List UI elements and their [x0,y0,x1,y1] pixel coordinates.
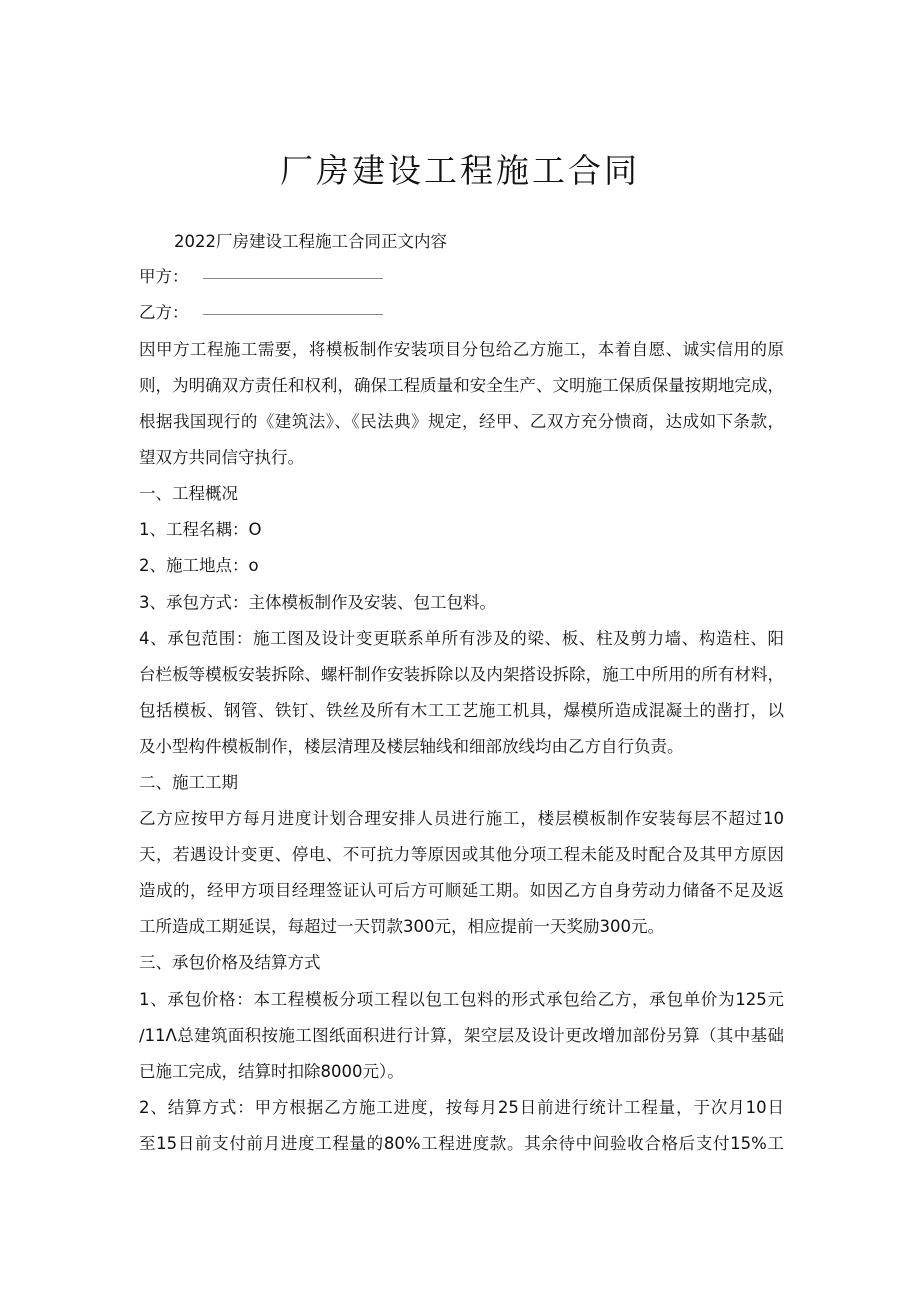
schedule-line: 乙方应按甲方每月进度计划合理安排人员进行施工，楼层模板制作安装每层不超过10 [139,809,784,828]
party-a-blank [203,277,383,279]
intro-line: 望双方共同信守执行。 [139,448,304,467]
intro-line: 因甲方工程施工需要，将模板制作安装项目分包给乙方施工，本着自愿、诚实信用的原 [139,340,784,359]
party-a-line [139,263,784,291]
party-a-label: 甲方： [139,267,189,286]
party-b-label: 乙方： [139,303,189,322]
clause-project-name: 1、工程名耦：O [139,520,262,539]
price-line: 已施工完成，结算时扣除8000元）。 [139,1062,404,1081]
party-b-line [139,299,784,327]
schedule-line: 天，若遇设计变更、停电、不可抗力等原因或其他分项工程未能及时配合及其甲方原因 [139,845,784,864]
clause-contract-mode: 3、承包方式：主体模板制作及安装、包工包料。 [139,593,496,612]
scope-line: 4、承包范围：施工图及设计变更联系单所有涉及的梁、板、柱及剪力墙、构造柱、阳 [139,629,784,648]
section-heading: 三、承包价格及结算方式 [139,953,321,972]
schedule-line: 造成的，经甲方项目经理签证认可后方可顺延工期。如因乙方自身劳动力储备不足及返 [139,881,784,900]
intro-line: 则，为明确双方责任和权利，确保工程质量和安全生产、文明施工保质保量按期地完成， [139,376,784,395]
clause-location: 2、施工地点：o [139,556,259,575]
price-line: 1、承包价格：本工程模板分项工程以包工包料的形式承包给乙方，承包单价为125元 [139,990,784,1009]
party-b-blank [203,313,383,315]
section-heading: 二、施工工期 [139,773,238,792]
document-title: 厂房建设工程施工合同 [280,151,640,190]
scope-line: 包括模板、钢管、铁钉、铁丝及所有木工工艺施工机具，爆模所造成混凝土的凿打，以 [139,701,784,720]
intro-line: 根据我国现行的《建筑法》、《民法典》规定，经甲、乙双方充分愦商，达成如下条款， [139,412,784,431]
document-subtitle: 2022厂房建设工程施工合同正文内容 [174,232,447,251]
schedule-line: 工所造成工期延误，每超过一天罚款300元，相应提前一天奖励300元。 [139,917,664,936]
settlement-line: 2、结算方式：甲方根据乙方施工进度，按每月25日前进行统计工程量，于次月10日 [139,1098,784,1117]
price-line: ∕11Λ总建筑面积按施工图纸面积进行计算，架空层及设计更改增加部份另算（其中基础 [139,1026,784,1045]
settlement-line: 至15日前支付前月进度工程量的80%工程进度款。其余待中间验收合格后支付15%工 [139,1134,784,1153]
section-heading: 一、工程概况 [139,484,238,503]
scope-line: 及小型构件模板制作，楼层清理及楼层轴线和细部放线均由乙方自行负责。 [139,737,684,756]
scope-line: 台栏板等模板安装拆除、螺杆制作安装拆除以及内架搭设拆除，施工中所用的所有材料， [139,665,784,684]
